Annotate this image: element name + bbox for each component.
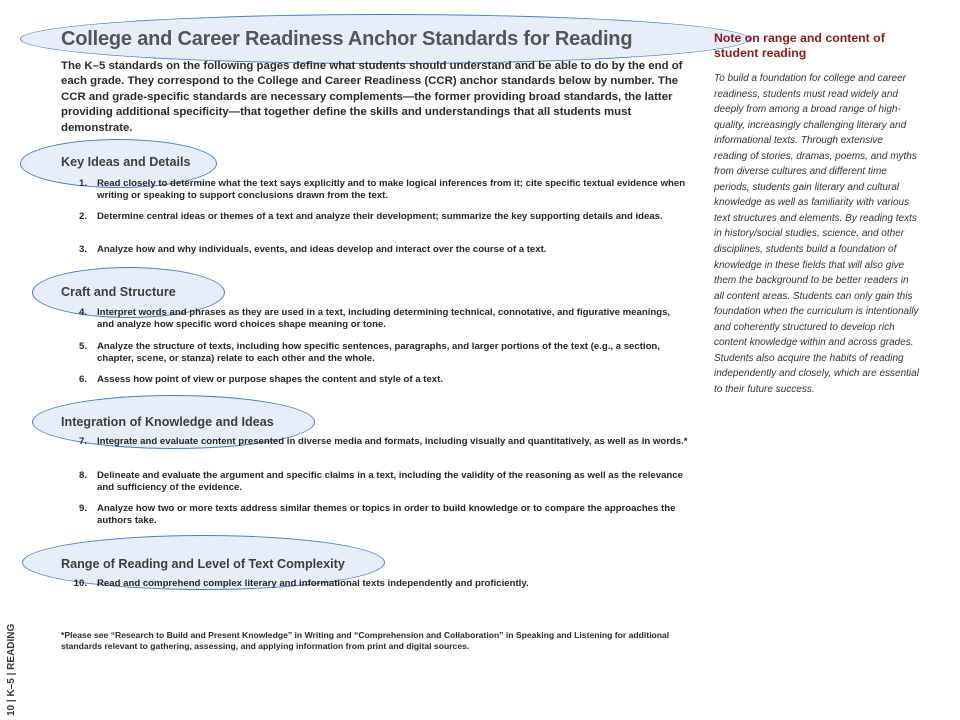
document-title: College and Career Readiness Anchor Standards for Reading bbox=[61, 28, 633, 50]
standard-text: Analyze how two or more texts address similar themes or topics in order to build knowledge or to compare the approaches the authors take. bbox=[97, 503, 676, 527]
standard-number: 7. bbox=[78, 436, 87, 447]
standard-text: Analyze how and why individuals, events, and ideas develop and interact over the course of a text. bbox=[97, 244, 547, 255]
footnote: *Please see “Research to Build and Present Knowledge” in Writing and “Comprehension and Collaboration” in Speaking and Listening for additional standards relevant to gathering, assessing, and applying information from print and digital sources. bbox=[61, 630, 670, 652]
standard-number: 5. bbox=[78, 341, 87, 352]
standard-number: 3. bbox=[78, 244, 87, 255]
sidebar-title: Note on range and content of student reading bbox=[714, 31, 885, 60]
section-heading-craft-structure: Craft and Structure bbox=[61, 285, 176, 299]
standard-text: Determine central ideas or themes of a text and analyze their development; summarize the key supporting details and ideas. bbox=[97, 211, 663, 222]
standard-number: 2. bbox=[78, 211, 87, 222]
standard-text: Read and comprehend complex literary and informational texts independently and proficiently. bbox=[97, 578, 529, 589]
standard-text: Integrate and evaluate content presented in diverse media and formats, including visually and quantitatively, as well as in words.* bbox=[97, 436, 688, 447]
standard-number: 6. bbox=[78, 374, 87, 385]
section-heading-integration: Integration of Knowledge and Ideas bbox=[61, 415, 274, 429]
standard-text: Delineate and evaluate the argument and specific claims in a text, including the validity of the reasoning as well as the relevance and sufficiency of the evidence. bbox=[97, 470, 683, 494]
intro-paragraph: The K–5 standards on the following pages define what students should understand and be able to do by the end of each grade. They correspond to the College and Career Readiness (CCR) anchor standards below by number. The CCR and grade-specific standards are necessary complements—the former providing broad standards, the latter providing additional specificity—that together define the skills and understandings that all students must demonstrate. bbox=[61, 60, 683, 134]
standard-text: Interpret words and phrases as they are used in a text, including determining technical, connotative, and figurative meanings, and analyze how specific word choices shape meaning or tone. bbox=[97, 307, 671, 331]
standard-text: Analyze the structure of texts, including how specific sentences, paragraphs, and larger portions of the text (e.g., a section, chapter, scene, or stanza) relate to each other and the whole. bbox=[97, 341, 660, 365]
section-heading-range-complexity: Range of Reading and Level of Text Complexity bbox=[61, 557, 345, 571]
sidebar-body: To build a foundation for college and career readiness, students must read widely and deeply from among a broad range of high-quality, increasingly challenging literary and informational texts. Through extensive reading of stories, dramas, poems, and myths from diverse cultures and different time periods, students gain literary and cultural knowledge as well as familiarity with various text structures and elements. By reading texts in history/social studies, science, and other disciplines, students build a foundation of knowledge in these fields that will also give them the background to be better readers in all content areas. Students can only gain this foundation when the curriculum is intentionally and coherently structured to develop rich content knowledge within and across grades. Students also acquire the habits of reading independently and closely, which are essential to their future success. bbox=[714, 73, 919, 395]
standard-number: 1. bbox=[78, 178, 87, 189]
standard-number: 10. bbox=[73, 578, 87, 589]
page-number-tag: 10 | K–5 | READING bbox=[6, 623, 17, 716]
standard-text: Assess how point of view or purpose shapes the content and style of a text. bbox=[97, 374, 443, 385]
standard-number: 4. bbox=[78, 307, 87, 318]
standard-number: 9. bbox=[78, 503, 87, 514]
standard-number: 8. bbox=[78, 470, 87, 481]
section-heading-key-ideas: Key Ideas and Details bbox=[61, 155, 191, 169]
standard-text: Read closely to determine what the text says explicitly and to make logical inferences from it; cite specific textual evidence when writing or speaking to support conclusions drawn from the text. bbox=[97, 178, 686, 202]
